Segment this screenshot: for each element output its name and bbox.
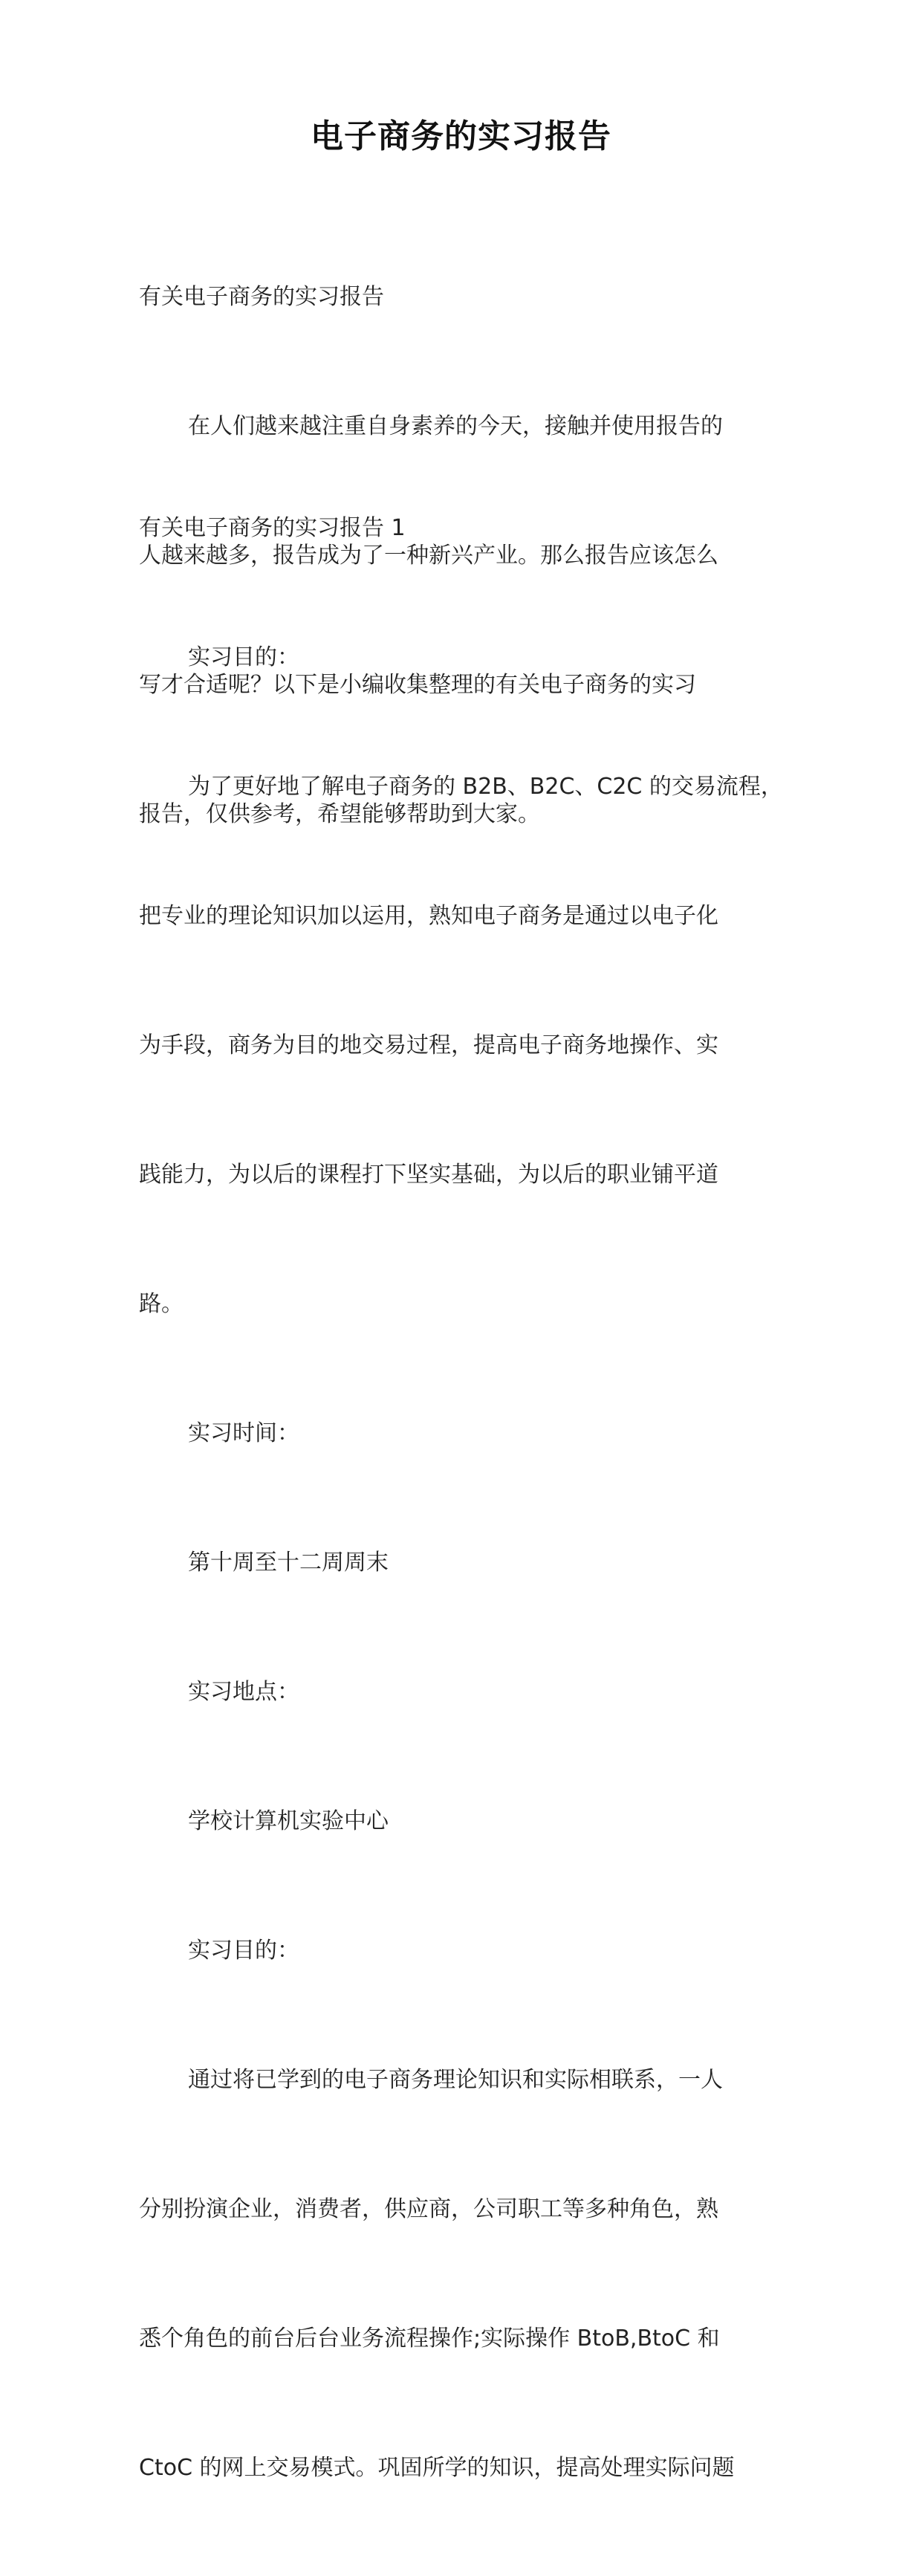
paragraph-line: 人越来越多，报告成为了一种新兴产业。那么报告应该怎么 xyxy=(139,543,718,569)
paragraph-line: 为了更好地了解电子商务的 B2B、B2C、C2C 的交易流程， xyxy=(188,774,783,800)
paragraph-line: 分别扮演企业，消费者，供应商，公司职工等多种角色，熟 xyxy=(139,2196,718,2222)
paragraph-line: 路。 xyxy=(139,1291,184,1317)
subheading: 实习目的： xyxy=(188,644,299,670)
paragraph-line: 通过将已学到的电子商务理论知识和实际相联系，一人 xyxy=(188,2067,723,2093)
paragraph-line: 报告，仅供参考，希望能够帮助到大家。 xyxy=(139,801,540,827)
paragraph-line: 践能力，为以后的课程打下坚实基础，为以后的职业铺平道 xyxy=(139,1162,718,1188)
paragraph-line: CtoC 的网上交易模式。巩固所学的知识，提高处理实际问题 xyxy=(139,2455,735,2481)
paragraph-line: 写才合适呢？以下是小编收集整理的有关电子商务的实习 xyxy=(139,672,696,698)
paragraph-line: 在人们越来越注重自身素养的今天，接触并使用报告的 xyxy=(188,413,723,439)
intro-heading: 有关电子商务的实习报告 xyxy=(139,284,384,310)
subheading: 实习目的： xyxy=(188,1938,299,1964)
paragraph-line: 第十周至十二周周末 xyxy=(188,1550,389,1576)
subheading: 实习地点： xyxy=(188,1679,299,1705)
paragraph-line: 为手段，商务为目的地交易过程，提高电子商务地操作、实 xyxy=(139,1032,718,1058)
paragraph-line: 悉个角色的前台后台业务流程操作;实际操作 BtoB,BtoC 和 xyxy=(139,2326,720,2352)
document-title: 电子商务的实习报告 xyxy=(311,117,611,155)
subheading: 实习时间： xyxy=(188,1420,299,1446)
report-block xyxy=(139,421,785,2576)
paragraph-line: 学校计算机实验中心 xyxy=(188,1808,389,1834)
paragraph-line: 把专业的理论知识加以运用，熟知电子商务是通过以电子化 xyxy=(139,903,718,929)
section-heading: 有关电子商务的实习报告 1 xyxy=(139,515,406,541)
